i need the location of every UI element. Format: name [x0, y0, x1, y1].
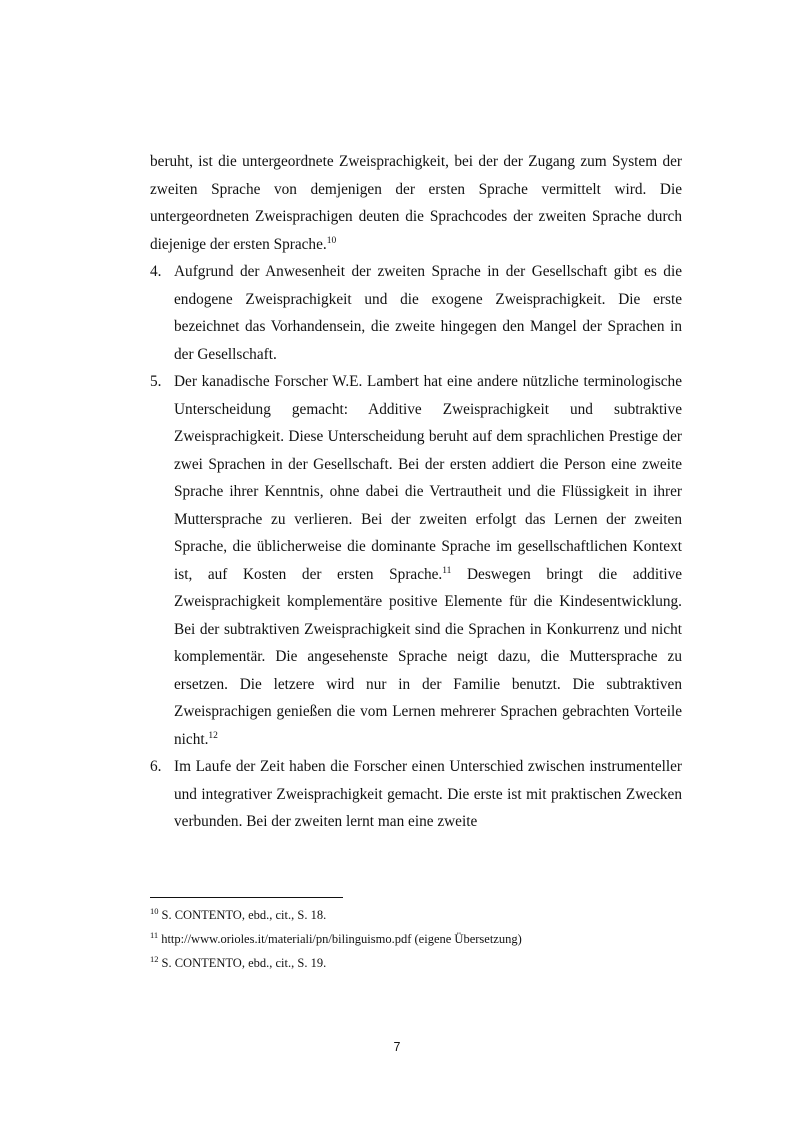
footnote-number: 10 [150, 906, 159, 916]
continuation-paragraph [150, 148, 682, 258]
list-item-text: Im Laufe der Zeit haben die Forscher einen Unterschied zwischen instrumenteller und integrativer Zweisprachigkeit gemacht. Die erste ist mit praktischen Zwecken verbunden. Bei der zweiten lernt man eine zweite [174, 758, 682, 830]
continuation-text: beruht, ist die untergeordnete Zweisprachigkeit, bei der der Zugang zum System der zweiten Sprache von demjenigen der ersten Sprache vermittelt wird. Die untergeordneten Zweisprachigen deuten die Sprachcodes der zweiten Sprache durch diejenige der ersten Sprache. [150, 153, 682, 253]
list-item-text: Aufgrund der Anwesenheit der zweiten Sprache in der Gesellschaft gibt es die endogene Zweisprachigkeit und die exogene Zweisprachigkeit. Die erste bezeichnet das Vorhandensein, die zweite hingegen den Mangel der Sprachen in der Gesellschaft. [174, 263, 682, 363]
footnote-number: 11 [150, 930, 159, 940]
footnote-ref-11: 11 [442, 565, 452, 576]
footnotes [150, 903, 710, 975]
list-item-4 [150, 258, 682, 368]
footnote-ref-12: 12 [208, 730, 218, 741]
list-number: 4. [150, 263, 162, 280]
list-item-5 [150, 368, 682, 753]
list-item-text: Der kanadische Forscher W.E. Lambert hat eine andere nützliche terminologische Unterscheidung gemacht: Additive Zweisprachigkeit und subtraktive Zweisprachigkeit. Diese Unterscheidung beruht auf dem sprachlichen Prestige der zwei Sprachen in der Gesellschaft. Bei der ersten addiert die Person eine zweite Sprache ihrer Kenntnis, ohne dabei die Vertrautheit und die Flüssigkeit in ihrer Muttersprache zu verlieren. Bei der zweiten erfolgt das Lernen der zweiten Sprache, die üblicherweise die dominante Sprache im gesellschaftlichen Kontext ist, auf Kosten der ersten Sprache. [174, 373, 682, 583]
footnote-ref-10: 10 [326, 235, 337, 246]
list-number: 5. [150, 373, 162, 390]
footnote-number: 12 [150, 954, 159, 964]
page-number: 7 [393, 1040, 401, 1054]
body-text [150, 148, 682, 836]
footnote-10 [150, 903, 710, 927]
footnote-11 [150, 927, 710, 951]
footnote-12 [150, 951, 710, 975]
footnote-text: S. CONTENTO, ebd., cit., S. 18. [161, 908, 327, 922]
footnote-separator [150, 897, 343, 898]
footnote-text: S. CONTENTO, ebd., cit., S. 19. [161, 956, 327, 970]
footnote-link[interactable]: http://www.orioles.it/materiali/pn/bilinguismo.pdf (eigene Übersetzung) [161, 932, 522, 946]
list-number: 6. [150, 758, 162, 775]
list-item-6 [150, 753, 682, 836]
list-item-text-continued: Deswegen bringt die additive Zweisprachigkeit komplementäre positive Elemente für die Kindesentwicklung. Bei der subtraktiven Zweisprachigkeit sind die Sprachen in Konkurrenz und nicht komplementär. Die angesehenste Sprache neigt dazu, die Muttersprache zu ersetzen. Die letzere wird nur in der Familie benutzt. Die subtraktiven Zweisprachigen genießen die vom Lernen mehrerer Sprachen gebrachten Vorteile nicht. [174, 565, 683, 748]
